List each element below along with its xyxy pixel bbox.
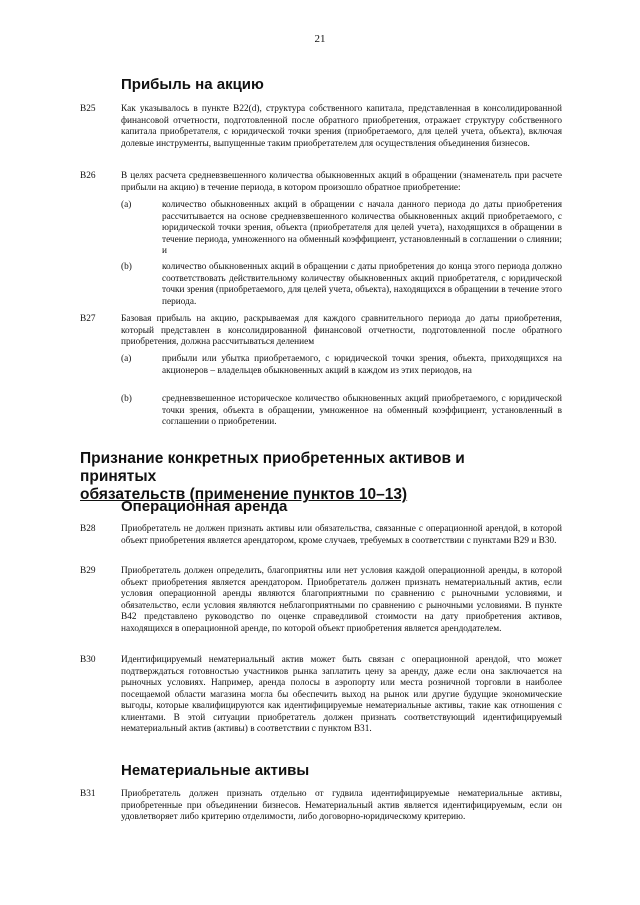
paragraph-text: Приобретатель должен признать отдельно от гудвила идентифицируемые нематериальные активы, приобретенные при объединении бизнесов. Нематериальный актив является идентифицируемым, если он удовлетворяет либо критерию отделимости, либо договорно-юридическому критерию. <box>121 789 562 822</box>
list-item-text: прибыли или убытка приобретаемого, с юридической точки зрения, объекта, приходящихся на акционеров – владельцев обыкновенных акций в каждом из этих периодов, на <box>162 354 562 376</box>
paragraph-text: Как указывалось в пункте B22(d), структура собственного капитала, представленная в консолидированной финансовой отчетности, подготовленной после обратного приобретения, отражает структуру собственного капитала приобретателя, с юридической точки зрения (приобретаемого, для целей учета, объекта), включая долевые инструменты, выпущенные таким приобретателем для осуществления объединения бизнесов. <box>121 104 562 149</box>
paragraph-text: В целях расчета средневзвешенного количества обыкновенных акций в обращении (знаменатель при расчете прибыли на акцию) в течение периода, в котором произошло обратное приобретение: <box>121 171 562 193</box>
page-number: 21 <box>314 33 326 45</box>
lease-heading: Операционная аренда <box>121 498 288 515</box>
paragraph-text: Приобретатель не должен признать активы или обязательства, связанные с операционной арендой, в которой объект приобретения является арендатором, кроме случаев, требуемых в соответствии с пунктами B29 и B30. <box>121 524 562 546</box>
paragraph-number: B28 <box>80 524 96 534</box>
list-label: (b) <box>121 394 132 404</box>
paragraph-number: B30 <box>80 655 96 665</box>
eps-heading: Прибыль на акцию <box>121 76 264 93</box>
list-label: (b) <box>121 262 132 272</box>
main-section-heading <box>80 450 540 504</box>
heading-line: Признание конкретных приобретенных активов и принятых <box>80 450 465 485</box>
paragraph-number: B29 <box>80 566 96 576</box>
paragraph-text: Приобретатель должен определить, благоприятны или нет условия каждой операционной аренды, в которой объект приобретения является арендатором. Приобретатель должен признать нематериальный актив, если условия операционной аренды являются благоприятными по сравнению с рыночными условиями, и обязательство, если условия являются неблагоприятными по сравнению с рыночными условиями. В пункте B42 представлено руководство по оценке справедливой стоимости на дату приобретения активов, находящихся в операционной аренде, по которой объект приобретения является арендодателем. <box>121 566 562 634</box>
paragraph-number: B31 <box>80 789 96 799</box>
paragraph-number: B26 <box>80 171 96 181</box>
heading-line-underlined: обязательств (применение пунктов 10–13) <box>80 486 408 503</box>
list-label: (a) <box>121 200 132 210</box>
paragraph-number: B27 <box>80 314 96 324</box>
list-item-text: количество обыкновенных акций в обращении с даты приобретения до конца этого периода должно соответствовать действительному количеству обыкновенных акций приобретателя, с юридической точки зрения (приобретаемого, для целей учета, объекта), находящихся в обращении в течение этого периода. <box>162 262 562 307</box>
list-label: (a) <box>121 354 132 364</box>
paragraph-number: B25 <box>80 104 96 114</box>
intangibles-heading: Нематериальные активы <box>121 762 310 779</box>
list-item-text: количество обыкновенных акций в обращении с начала данного периода до даты приобретения рассчитывается на основе средневзвешенного количества обыкновенных акций приобретаемого, с юридической точки зрения, объекта (приобретателя для целей учета), находящихся в обращении в течение периода, умноженного на обменный коэффициент, установленный в соглашении о слиянии; и <box>162 200 562 256</box>
paragraph-text: Базовая прибыль на акцию, раскрываемая для каждого сравнительного периода до даты приобретения, который представлен в консолидированной финансовой отчетности, подготовленной после обратного приобретения, должна рассчитываться делением <box>121 314 562 347</box>
list-item-text: средневзвешенное историческое количество обыкновенных акций приобретаемого, с юридической точки зрения, объекта в обращении, умноженное на обменный коэффициент, установленный в соглашении о приобретении. <box>162 394 562 427</box>
paragraph-text: Идентифицируемый нематериальный актив может быть связан с операционной арендой, что может подтверждаться готовностью участников рынка заплатить цену за аренду, даже если она заключается на рыночных условиях. Например, аренда полосы в аэропорту или места розничной торговли в наиболее посещаемой области магазина могла бы обеспечить выход на рынок или другие будущие экономические выгоды, которые квалифицируются как идентифицируемые нематериальные активы, такие как отношения с клиентами. В этой ситуации приобретатель должен признать соответствующий идентифицируемый нематериальный актив (активы) в соответствии с пунктом B31. <box>121 655 562 734</box>
